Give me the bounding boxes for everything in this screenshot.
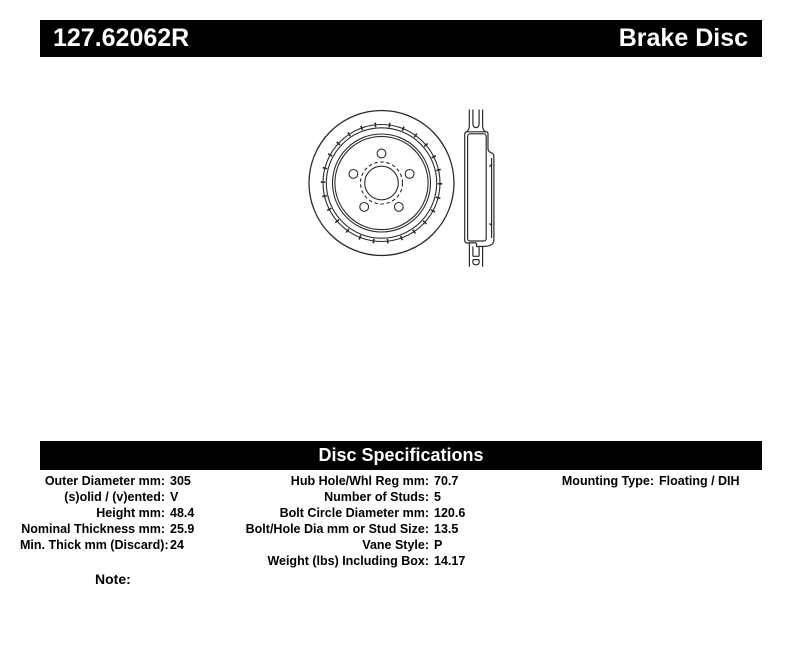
note-label: Note: [95,571,131,587]
header-bar [40,20,762,57]
spec-label: Vane Style: [362,538,429,552]
spec-label: Nominal Thickness mm: [21,522,165,536]
spec-value: 305 [170,474,191,488]
spec-row [230,553,465,569]
drill-tick-marks [323,125,440,242]
rotor-front-view [309,111,454,256]
stud-hole [405,170,414,179]
spec-column-left [20,473,194,553]
body-outline [465,132,494,247]
top-vent-prongs [466,110,487,133]
spec-value: V [170,490,179,504]
spec-row [230,521,465,537]
stud-hole [360,203,369,212]
spec-value: Floating / DIH [659,474,740,488]
spec-row [530,473,740,489]
stud-hole [377,149,386,158]
spec-column-right [530,473,740,489]
spec-value: 120.6 [434,506,466,520]
spec-label: Number of Studs: [324,490,429,504]
inner-wall-contour [468,134,487,241]
spec-row [20,537,194,553]
spec-label: Bolt Circle Diameter mm: [279,506,429,520]
spec-row [20,489,194,505]
spec-row [230,489,465,505]
spec-row [20,473,194,489]
spec-row [20,505,194,521]
spec-section-title: Disc Specifications [318,445,484,465]
spec-label: Height mm: [96,506,165,520]
rotor-side-section-view [465,110,494,267]
spec-value: 70.7 [434,474,459,488]
band-inner-circle-a [326,128,436,238]
spec-value: 48.4 [170,506,195,520]
spec-section-header [40,441,762,470]
stud-hole [349,170,358,179]
spec-row [230,537,465,553]
spec-row [20,521,194,537]
spec-label: Weight (lbs) Including Box: [267,554,429,568]
drill-band-circle [323,125,440,242]
spec-label: Min. Thick mm (Discard): [20,538,169,552]
spec-row [230,473,465,489]
spec-value: 24 [170,538,184,552]
spec-label: (s)olid / (v)ented: [64,490,165,504]
center-bore-circle [365,166,399,200]
product-type-title: Brake Disc [618,24,748,52]
outer-edge-circle [309,111,454,256]
hat-edge-circle-b [335,136,428,229]
spec-column-middle [230,473,465,569]
stud-hole [394,203,403,212]
spec-label: Hub Hole/Whl Reg mm: [290,474,429,488]
spec-label: Mounting Type: [561,474,654,488]
spec-value: P [434,538,443,552]
stud-holes [349,149,414,211]
part-number: 127.62062R [53,24,190,52]
brake-disc-drawing [288,93,500,273]
spec-label: Bolt/Hole Dia mm or Stud Size: [245,522,429,536]
spec-label: Outer Diameter mm: [44,474,165,488]
spec-value: 14.17 [434,554,466,568]
spec-value: 13.5 [434,522,459,536]
spec-value: 25.9 [170,522,195,536]
spec-row [230,505,465,521]
spec-value: 5 [434,490,441,504]
pilot-dashed-circle [361,162,403,204]
